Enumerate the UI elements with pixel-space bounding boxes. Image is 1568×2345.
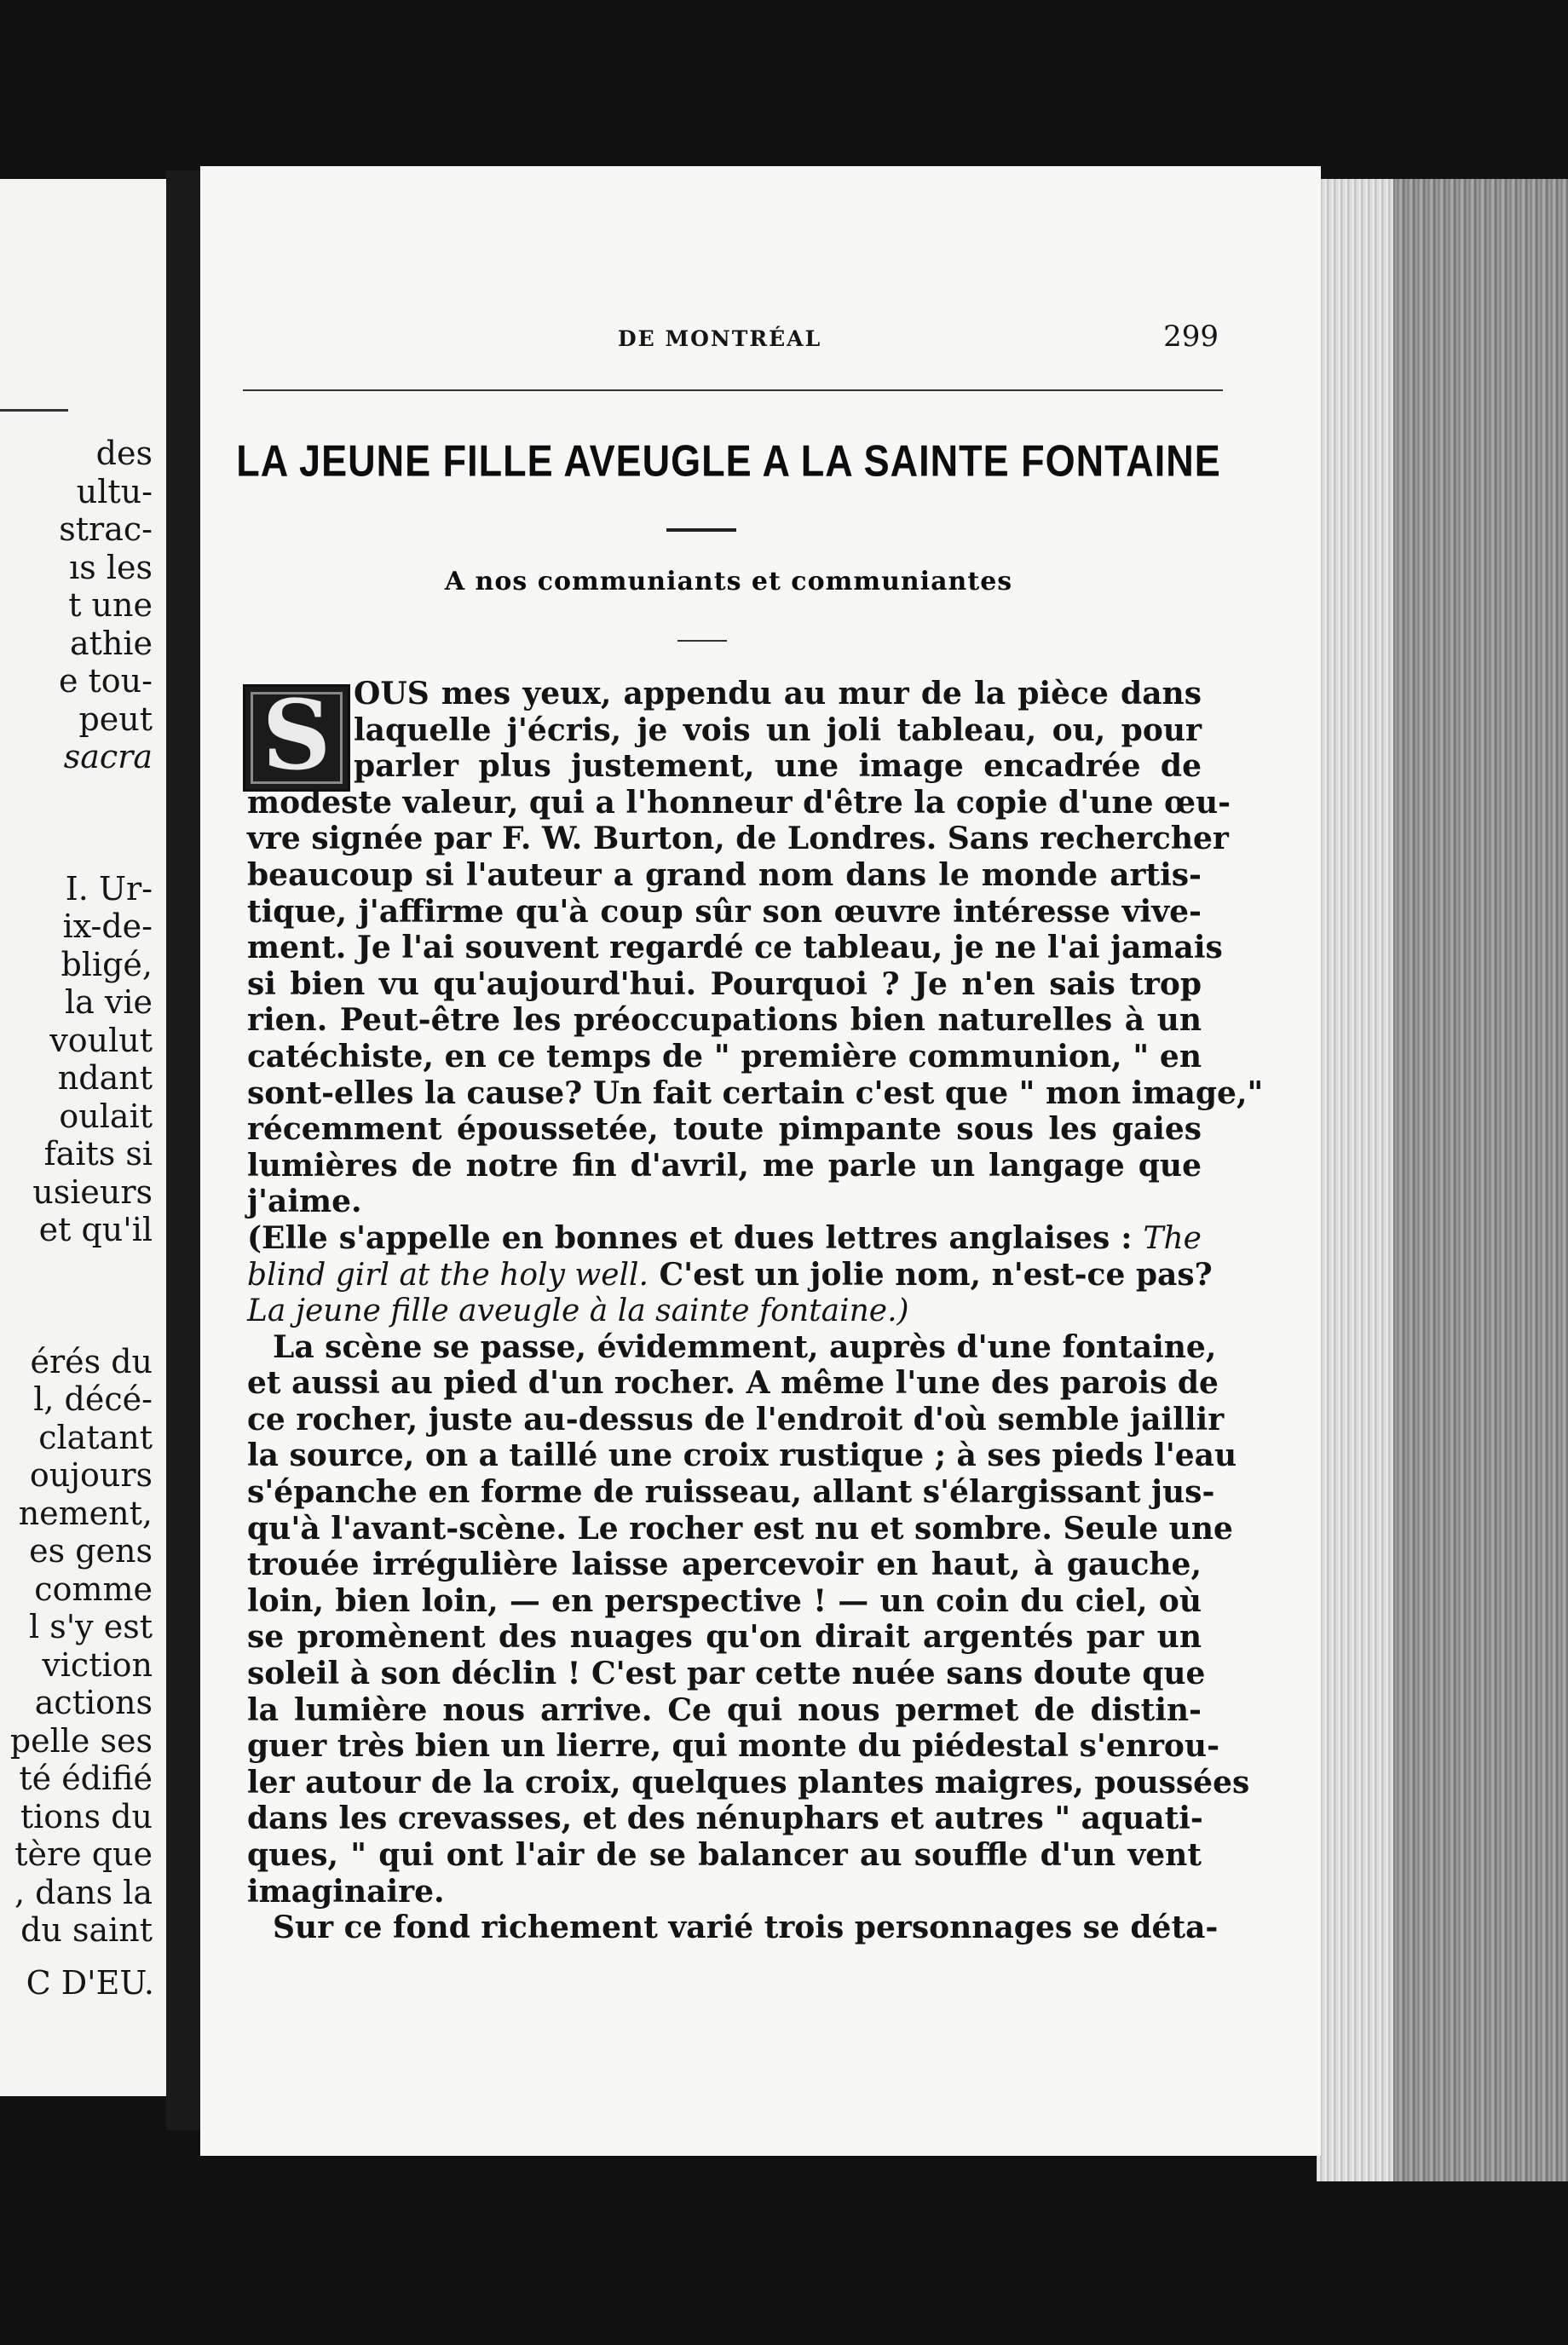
left-page-text bbox=[10, 435, 153, 1950]
left-page-line: du saint bbox=[20, 1911, 153, 1949]
running-header: DE MONTRÉAL bbox=[618, 326, 822, 351]
article-body bbox=[247, 676, 1264, 1946]
left-page-line: comme bbox=[34, 1570, 153, 1608]
left-page-line: faits si bbox=[43, 1135, 153, 1172]
left-page-line: té édifié bbox=[19, 1760, 153, 1797]
body-line: guer très bien un lierre, qui monte du piédestal s'enrou- bbox=[247, 1728, 1220, 1765]
body-line: catéchiste, en ce temps de " première communion, " en bbox=[247, 1038, 1202, 1075]
body-line: La scène se passe, évidemment, auprès d'une fontaine, bbox=[273, 1328, 1217, 1365]
left-page-line: e tou- bbox=[58, 662, 153, 700]
body-line: j'aime. bbox=[247, 1184, 362, 1220]
book-page bbox=[200, 166, 1321, 2156]
left-page-line: bligé, bbox=[61, 945, 153, 983]
body-line: imaginaire. bbox=[247, 1873, 445, 1910]
left-page-gap bbox=[10, 776, 153, 870]
title-separator bbox=[666, 528, 736, 532]
left-page-line: sacra bbox=[63, 738, 153, 775]
left-page-line: t une bbox=[68, 586, 153, 624]
body-line: ler autour de la croix, quelques plantes maigres, poussées bbox=[247, 1764, 1250, 1801]
page-number: 299 bbox=[1163, 320, 1219, 354]
body-line: la source, on a taillé une croix rustique ; à ses pieds l'eau bbox=[247, 1438, 1237, 1474]
body-line: (Elle s'appelle en bonnes et dues lettres anglaises : The bbox=[247, 1219, 1202, 1256]
body-line: lumières de notre fin d'avril, me parle un langage que bbox=[247, 1147, 1202, 1184]
left-page-line: l s'y est bbox=[29, 1608, 153, 1645]
left-page-gap bbox=[10, 1249, 153, 1343]
left-page-line: ıs les bbox=[69, 548, 153, 586]
body-line: ment. Je l'ai souvent regardé ce tableau, je ne l'ai jamais bbox=[247, 930, 1223, 966]
left-page-line: voulut bbox=[49, 1021, 153, 1059]
body-line: et aussi au pied d'un rocher. A même l'une des parois de bbox=[247, 1365, 1219, 1402]
left-page-line: clatant bbox=[38, 1418, 153, 1456]
left-page-line: I. Ur- bbox=[65, 869, 153, 907]
left-page-line: , dans la bbox=[14, 1873, 153, 1911]
left-page-line: des bbox=[95, 435, 153, 472]
book-gutter bbox=[166, 170, 200, 2130]
left-page-line: tions du bbox=[20, 1797, 153, 1835]
header-rule bbox=[243, 389, 1223, 391]
left-facing-page bbox=[0, 179, 166, 2096]
body-line: Sur ce fond richement varié trois personnages se déta- bbox=[273, 1910, 1219, 1946]
left-page-line: et qu'il bbox=[38, 1211, 153, 1248]
left-page-line: érés du bbox=[30, 1342, 153, 1380]
body-line: blind girl at the holy well. C'est un jolie nom, n'est-ce pas? bbox=[247, 1256, 1213, 1293]
left-page-line: oujours bbox=[29, 1456, 153, 1494]
article-subtitle: A nos communiants et communiantes bbox=[444, 567, 1013, 596]
left-page-line: la vie bbox=[65, 983, 153, 1021]
left-page-line: peut bbox=[78, 700, 153, 738]
left-page-line: tère que bbox=[14, 1835, 153, 1873]
body-line: si bien vu qu'aujourd'hui. Pourquoi ? Je n'en sais trop bbox=[247, 965, 1202, 1002]
body-line: sont-elles la cause? Un fait certain c'est que " mon image," bbox=[247, 1075, 1264, 1111]
body-line: loin, bien loin, — en perspective ! — un coin du ciel, où bbox=[247, 1582, 1202, 1619]
body-line: s'épanche en forme de ruisseau, allant s'élargissant jus- bbox=[247, 1474, 1215, 1511]
body-line: parler plus justement, une image encadrée de bbox=[354, 748, 1202, 785]
left-page-line: es gens bbox=[29, 1532, 153, 1570]
body-line: dans les crevasses, et des nénuphars et autres " aquati- bbox=[247, 1801, 1203, 1837]
body-line: ce rocher, juste au-dessus de l'endroit d'où semble jaillir bbox=[247, 1401, 1225, 1438]
left-page-line: ultu- bbox=[76, 472, 153, 510]
body-line: beaucoup si l'auteur a grand nom dans le monde artis- bbox=[247, 856, 1202, 893]
body-line: récemment époussetée, toute pimpante sous les gaies bbox=[247, 1111, 1202, 1148]
drop-cap: S bbox=[243, 684, 350, 792]
page-stack-inner-edge bbox=[1317, 179, 1393, 2181]
body-line: vre signée par F. W. Burton, de Londres. Sans rechercher bbox=[247, 821, 1229, 857]
body-line: laquelle j'écris, je vois un joli tableau, ou, pour bbox=[354, 712, 1202, 748]
subtitle-separator bbox=[677, 640, 727, 642]
left-page-line: ndant bbox=[57, 1059, 153, 1097]
body-line: OUS mes yeux, appendu au mur de la pièce dans bbox=[354, 676, 1202, 712]
left-page-line: l, décé- bbox=[33, 1380, 153, 1418]
left-page-line: pelle ses bbox=[9, 1721, 153, 1760]
left-page-line: athie bbox=[69, 624, 153, 662]
left-page-line: usieurs bbox=[32, 1172, 153, 1211]
body-line: qu'à l'avant-scène. Le rocher est nu et sombre. Seule une bbox=[247, 1510, 1233, 1547]
left-page-line: nement, bbox=[18, 1494, 153, 1532]
body-line: la lumière nous arrive. Ce qui nous permet de distin- bbox=[247, 1691, 1202, 1728]
left-page-rule bbox=[0, 409, 68, 412]
body-line: trouée irrégulière laisse apercevoir en haut, à gauche, bbox=[247, 1547, 1202, 1583]
body-line: se promènent des nuages qu'on dirait argentés par un bbox=[247, 1619, 1202, 1656]
left-page-line: actions bbox=[34, 1684, 153, 1721]
body-line: ques, " qui ont l'air de se balancer au souffle d'un vent bbox=[247, 1837, 1202, 1873]
body-line: tique, j'affirme qu'à coup sûr son œuvre intéresse vive- bbox=[247, 893, 1202, 930]
left-page-line: strac- bbox=[59, 510, 153, 548]
article-title: LA JEUNE FILLE AVEUGLE A LA SAINTE FONTAINE bbox=[236, 435, 1221, 486]
body-line: La jeune fille aveugle à la sainte fontaine.) bbox=[247, 1293, 909, 1329]
left-page-line: ix-de- bbox=[62, 907, 153, 945]
left-page-footer: C D'EU. bbox=[26, 1964, 154, 2002]
body-line: rien. Peut-être les préoccupations bien naturelles à un bbox=[247, 1002, 1202, 1039]
body-line: soleil à son déclin ! C'est par cette nuée sans doute que bbox=[247, 1656, 1206, 1692]
left-page-line: viction bbox=[42, 1645, 153, 1684]
body-line: modeste valeur, qui a l'honneur d'être la copie d'une œu- bbox=[247, 784, 1231, 821]
left-page-line: oulait bbox=[59, 1097, 153, 1135]
